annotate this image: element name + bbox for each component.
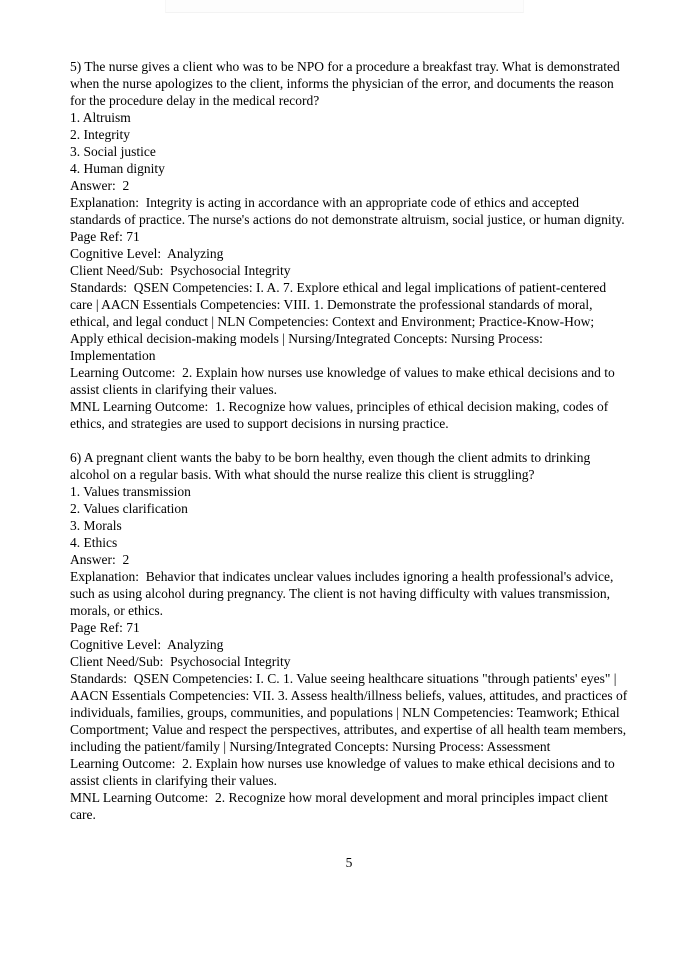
answer-line: Answer: 2 — [70, 552, 130, 567]
answer-option: 1. Values transmission — [70, 484, 191, 499]
answer-option: 3. Morals — [70, 518, 122, 533]
answer-option: 1. Altruism — [70, 110, 131, 125]
answer-option: 4. Human dignity — [70, 161, 165, 176]
page-ref: Page Ref: 71 — [70, 620, 140, 635]
page-number: 5 — [345, 855, 353, 870]
learning-outcome: Learning Outcome: 2. Explain how nurses use knowledge of values to make ethical decisions and to assist clients in clarifying their values. — [70, 756, 619, 788]
explanation: Explanation: Integrity is acting in accordance with an appropriate code of ethics and accepted standards of practice. The nurse's actions do not demonstrate altruism, social justice, or human dignity. — [70, 195, 625, 227]
answer-option: 3. Social justice — [70, 144, 156, 159]
question-block-6 — [70, 449, 631, 823]
question-block-5 — [70, 58, 628, 432]
cropped-toolbar-remnant — [165, 0, 524, 13]
answer-option: 4. Ethics — [70, 535, 118, 550]
question-stem: 6) A pregnant client wants the baby to be born healthy, even though the client admits to drinking alcohol on a regular basis. With what should the nurse realize this client is struggling? — [70, 450, 594, 482]
question-stem: 5) The nurse gives a client who was to be NPO for a procedure a breakfast tray. What is demonstrated when the nurse apologizes to the client, informs the physician of the error, and documents the reason for the procedure delay in the medical record? — [70, 59, 624, 108]
page-ref: Page Ref: 71 — [70, 229, 140, 244]
page-content — [70, 58, 631, 823]
page-footer — [70, 854, 628, 871]
learning-outcome: Learning Outcome: 2. Explain how nurses use knowledge of values to make ethical decisions and to assist clients in clarifying their values. — [70, 365, 619, 397]
cognitive-level: Cognitive Level: Analyzing — [70, 246, 224, 261]
answer-option: 2. Integrity — [70, 127, 130, 142]
standards: Standards: QSEN Competencies: I. C. 1. Value seeing healthcare situations "through patients' eyes" | AACN Essentials Competencies: VII. 3. Assess health/illness beliefs, values, attitudes, and practices of individuals, families, groups, communities, and populations | NLN Competencies: Teamwork; Ethical Comportment; Value and respect the perspectives, attributes, and expertise of all health team members, including the patient/family | Nursing/Integrated Concepts: Nursing Process: Assessment — [70, 671, 631, 754]
explanation: Explanation: Behavior that indicates unclear values includes ignoring a health professional's advice, such as using alcohol during pregnancy. The client is not having difficulty with values transmission, morals, or ethics. — [70, 569, 617, 618]
client-need: Client Need/Sub: Psychosocial Integrity — [70, 263, 291, 278]
cognitive-level: Cognitive Level: Analyzing — [70, 637, 224, 652]
mnl-learning-outcome: MNL Learning Outcome: 2. Recognize how moral development and moral principles impact client care. — [70, 790, 612, 822]
mnl-learning-outcome: MNL Learning Outcome: 1. Recognize how values, principles of ethical decision making, codes of ethics, and strategies are used to support decisions in nursing practice. — [70, 399, 612, 431]
answer-option: 2. Values clarification — [70, 501, 188, 516]
standards: Standards: QSEN Competencies: I. A. 7. Explore ethical and legal implications of patient-centered care | AACN Essentials Competencies: VIII. 1. Demonstrate the professional standards of moral, ethical, and legal conduct | NLN Competencies: Context and Environment; Practice-Know-How; Apply ethical decision-making models | Nursing/Integrated Concepts: Nursing Process: Implementation — [70, 280, 610, 363]
answer-line: Answer: 2 — [70, 178, 130, 193]
client-need: Client Need/Sub: Psychosocial Integrity — [70, 654, 291, 669]
